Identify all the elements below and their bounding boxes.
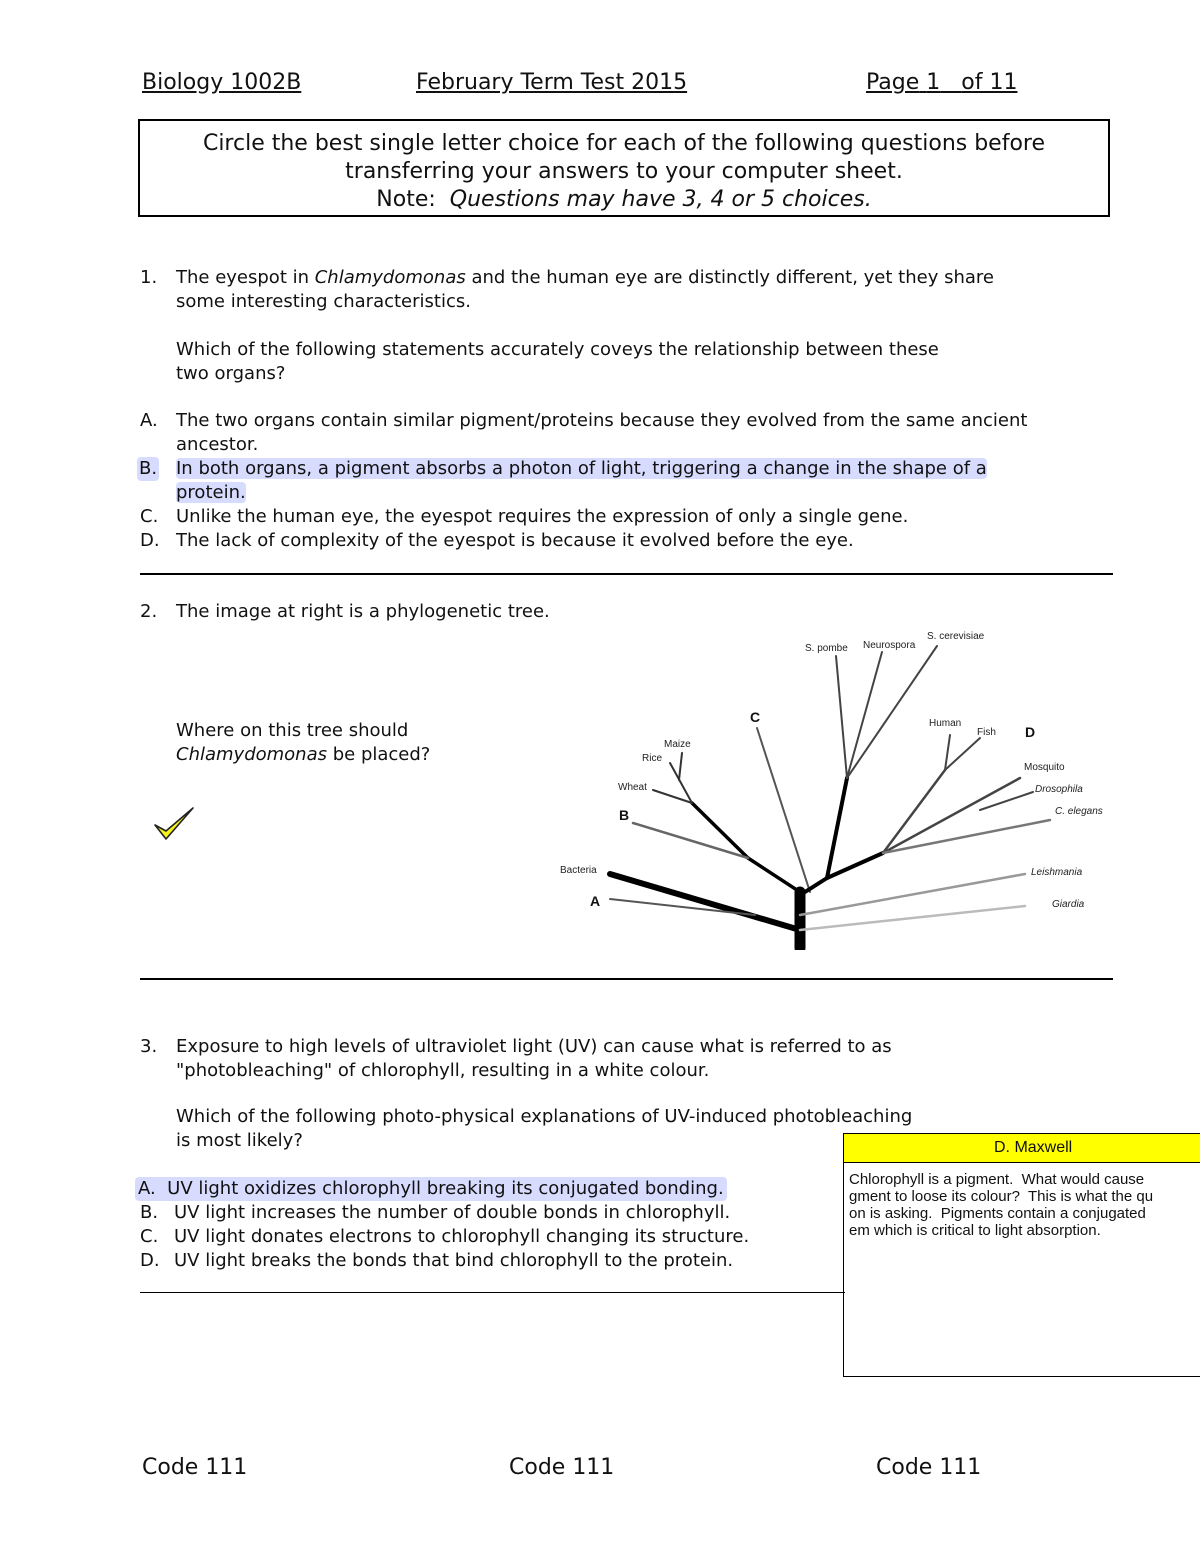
question-stem: The eyespot in Chlamydomonas and the human eye are distinctly different, yet they share: [176, 267, 994, 288]
question-stem: Exposure to high levels of ultraviolet light (UV) can cause what is referred to as: [176, 1036, 892, 1057]
label-c-elegans: C. elegans: [1055, 806, 1103, 817]
branch-maize: [679, 753, 682, 780]
branch-fish: [945, 738, 980, 770]
branch-s-pombe: [836, 656, 847, 778]
question-number: 2.: [140, 601, 158, 622]
divider: [140, 978, 1113, 980]
checkmark-icon: [152, 805, 196, 843]
label-human: Human: [929, 718, 962, 729]
label-d: D: [1025, 724, 1036, 740]
tree-labels: [560, 631, 1103, 910]
course-title: Biology 1002B: [142, 70, 302, 95]
comment-author: D. Maxwell: [844, 1134, 1200, 1163]
question-prompt: Which of the following photo-physical explanations of UV-induced photobleaching: [176, 1106, 913, 1127]
branch-neurospora: [847, 652, 882, 778]
test-title: February Term Test 2015: [416, 70, 688, 95]
label-a: A: [590, 893, 601, 909]
label-neurospora: Neurospora: [863, 640, 916, 651]
question-stem: "photobleaching" of chlorophyll, resulting in a white colour.: [176, 1060, 710, 1081]
footer-code: Code 111: [142, 1455, 248, 1480]
branch-fungi-stem: [827, 778, 847, 878]
label-wheat: Wheat: [618, 782, 647, 793]
footer-code: Code 111: [876, 1455, 982, 1480]
label-c: C: [750, 709, 761, 725]
branch-mosquito: [883, 778, 1020, 853]
instructions-note: Note: Questions may have 3, 4 or 5 choices.: [376, 187, 872, 212]
branch-plant-stem: [748, 858, 800, 892]
label-s-cerevisiae: S. cerevisiae: [927, 631, 985, 642]
branch-c-elegans: [883, 820, 1050, 853]
instructions-box: [138, 119, 1110, 217]
tree-branches: [610, 646, 1050, 948]
label-b: B: [619, 807, 630, 823]
question-prompt: Which of the following statements accurately coveys the relationship between these: [176, 339, 939, 360]
question-prompt: is most likely?: [176, 1130, 303, 1151]
divider: [140, 573, 1113, 575]
branch-vertebrates: [883, 770, 945, 853]
question-number: 1.: [140, 267, 158, 288]
branch-s-cerevisiae: [847, 646, 937, 778]
page-number: Page 1 of 11: [866, 70, 1018, 95]
question-prompt: Chlamydomonas be placed?: [176, 744, 431, 765]
comment-box[interactable]: [843, 1133, 1200, 1377]
divider: [140, 1292, 845, 1293]
footer-code: Code 111: [509, 1455, 615, 1480]
label-fish: Fish: [977, 727, 996, 738]
label-drosophila: Drosophila: [1035, 784, 1083, 795]
comment-body: Chlorophyll is a pigment. What would cause gment to loose its colour? This is what the qu on is asking. Pigments contain a conjugated em which is critical to light absorption.: [849, 1171, 1154, 1239]
label-bacteria: Bacteria: [560, 865, 597, 876]
label-s-pombe: S. pombe: [805, 643, 848, 654]
instructions-line2: transferring your answers to your computer sheet.: [345, 159, 903, 184]
branch-a: [610, 899, 755, 915]
question-stem: The image at right is a phylogenetic tree.: [176, 601, 550, 622]
question-prompt: two organs?: [176, 363, 286, 384]
branch-animal-stem: [827, 853, 883, 878]
question-prompt: Where on this tree should: [176, 720, 409, 741]
label-leishmania: Leishmania: [1031, 867, 1083, 878]
phylogenetic-tree: [555, 620, 1115, 950]
label-giardia: Giardia: [1052, 899, 1085, 910]
label-rice: Rice: [642, 753, 663, 764]
instructions-line1: Circle the best single letter choice for each of the following questions before: [202, 131, 1046, 156]
branch-human: [945, 735, 950, 770]
question-number: 3.: [140, 1036, 158, 1057]
label-maize: Maize: [664, 739, 691, 750]
label-mosquito: Mosquito: [1024, 762, 1065, 773]
question-stem: some interesting characteristics.: [176, 291, 471, 312]
